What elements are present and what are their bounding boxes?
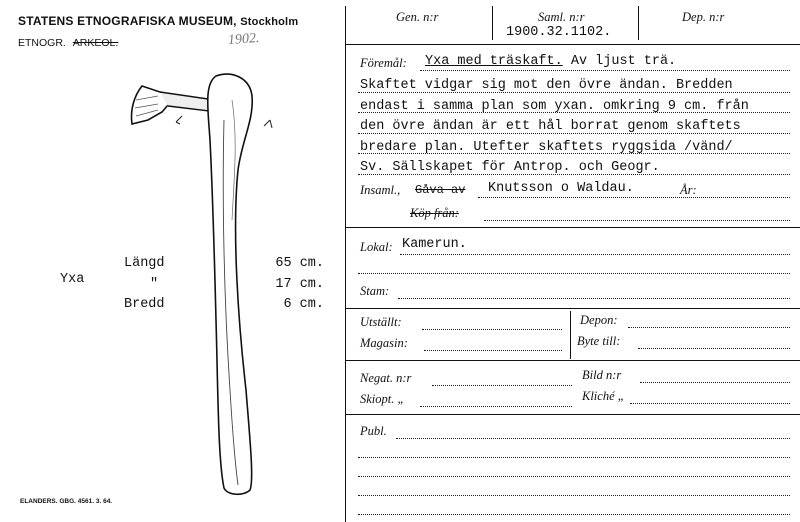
measure-label-length: Längd bbox=[124, 256, 165, 271]
skiopt-label: Skiopt. „ bbox=[360, 392, 405, 406]
saml-label: Saml. n:r bbox=[538, 10, 585, 24]
ar-label: År: bbox=[680, 183, 697, 197]
foremal-title: Yxa med träskaft. bbox=[425, 54, 563, 69]
utstallt-label: Utställt: bbox=[360, 315, 402, 329]
measure-value-width: 6 cm. bbox=[283, 297, 324, 312]
bild-label: Bild n:r bbox=[582, 368, 622, 382]
measure-label-ditto: " bbox=[150, 276, 159, 292]
lokal-label: Lokal: bbox=[360, 240, 393, 254]
measure-values bbox=[254, 254, 324, 316]
foremal-line-5: bredare plan. Utefter skaftets ryggsida /vänd/ bbox=[360, 139, 733, 155]
depon-label: Depon: bbox=[580, 313, 618, 327]
museum-city: Stockholm bbox=[240, 16, 299, 28]
negat-label: Negat. n:r bbox=[360, 371, 412, 385]
foremal-line-1: Av ljust trä. bbox=[570, 54, 677, 69]
printer-mark: ELANDERS. GBG. 4561. 3. 64. bbox=[20, 498, 113, 505]
measure-value-ditto: 17 cm. bbox=[275, 276, 324, 292]
department-line bbox=[18, 37, 118, 49]
museum-header bbox=[18, 14, 298, 28]
kliche-label: Kliché „ bbox=[582, 389, 625, 403]
magasin-label: Magasin: bbox=[360, 336, 408, 350]
kop-label-text: Köp från: bbox=[410, 206, 459, 220]
foremal-line-6: Sv. Sällskapet för Antrop. och Geogr. bbox=[360, 160, 660, 175]
museum-name: STATENS ETNOGRAFISKA MUSEUM, bbox=[18, 14, 237, 28]
kop-label bbox=[410, 206, 459, 221]
department-prefix: ETNOGR. bbox=[18, 37, 66, 49]
department-struck: ARKEOL. bbox=[72, 37, 119, 49]
byte-label: Byte till: bbox=[577, 334, 621, 348]
dep-label: Dep. n:r bbox=[682, 10, 725, 24]
foremal-line-3: endast i samma plan som yxan. omkring 9 cm. från bbox=[360, 98, 749, 114]
foremal-line-4: den övre ändan är ett hål borrat genom skaftets bbox=[360, 119, 741, 134]
saml-value: 1900.32.1102. bbox=[506, 25, 612, 40]
foremal-label: Föremål: bbox=[360, 56, 407, 70]
lokal-value: Kamerun. bbox=[402, 237, 467, 252]
handwritten-year: 1902. bbox=[227, 30, 260, 49]
insaml-value: Knutsson o Waldau. bbox=[488, 181, 634, 196]
insaml-struck: Gåva av bbox=[415, 183, 466, 197]
measure-label-width: Bredd bbox=[124, 297, 165, 312]
publ-label: Publ. bbox=[360, 424, 387, 438]
foremal-first-line bbox=[425, 54, 676, 69]
insaml-label: Insaml., bbox=[360, 183, 401, 197]
measure-value-length: 65 cm. bbox=[275, 256, 324, 271]
stam-label: Stam: bbox=[360, 284, 390, 298]
measure-object: Yxa bbox=[60, 272, 85, 287]
gen-label: Gen. n:r bbox=[396, 10, 439, 24]
measure-labels bbox=[124, 254, 165, 316]
foremal-line-2: Skaftet vidgar sig mot den övre ändan. Bredden bbox=[360, 78, 733, 93]
